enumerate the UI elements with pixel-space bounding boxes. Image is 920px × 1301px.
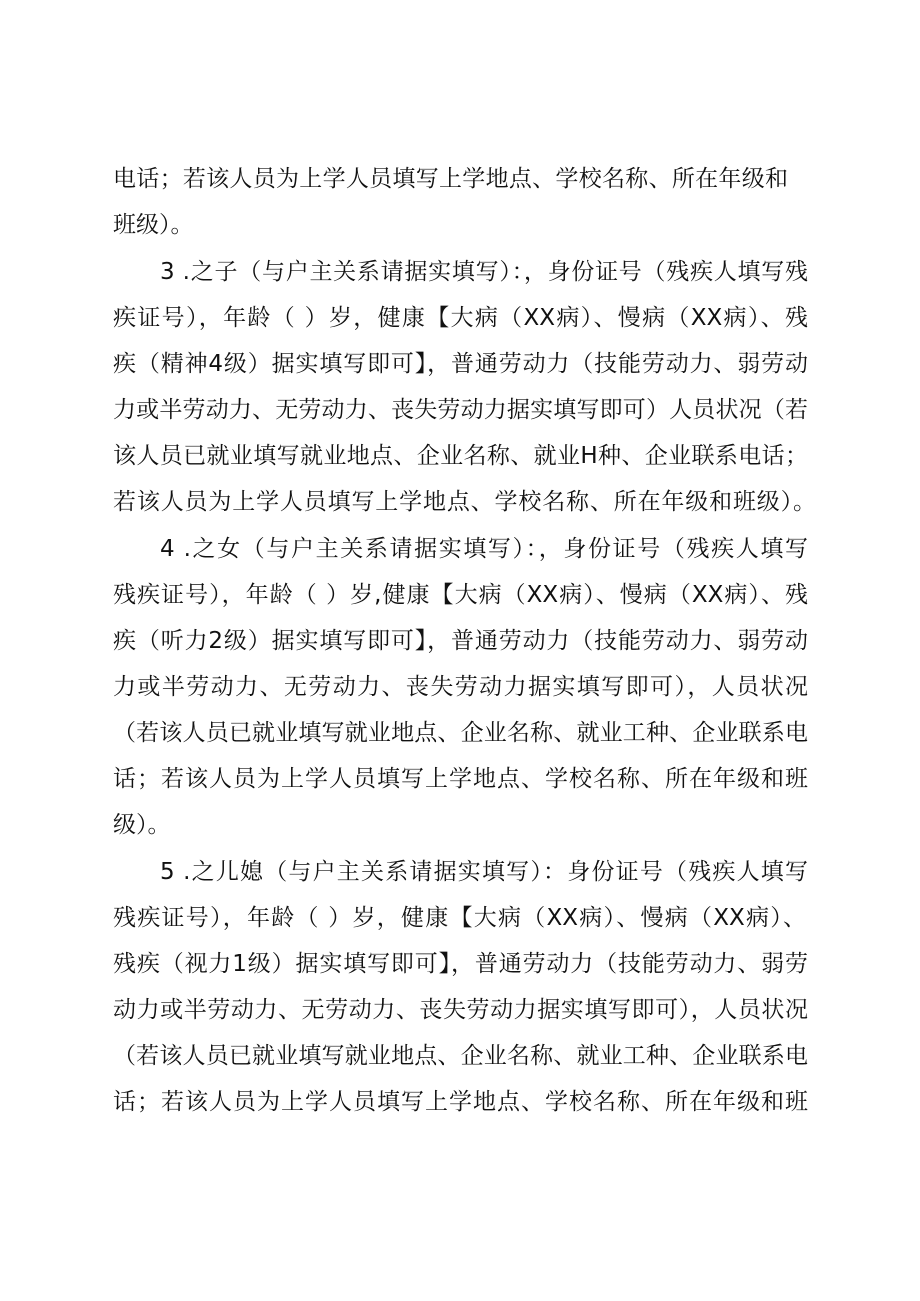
text-line: 级）。 [113,812,171,838]
text-line: 残疾（视力1级）据实填写即可】，普通劳动力（技能劳动力、弱劳 [113,951,808,977]
text-line: 电话；若该人员为上学人员填写上学地点、学校名称、所在年级和 [113,166,788,192]
text-line: 若该人员为上学人员填写上学地点、学校名称、所在年级和班级）。 [113,489,816,515]
text-line: 4 .之女（与户主关系请据实填写）：，身份证号（残疾人填写 [160,536,808,562]
text-line: 5 .之儿媳（与户主关系请据实填写）：身份证号（残疾人填写 [160,859,808,885]
text-line: 力或半劳动力、无劳动力、丧失劳动力据实填写即可），人员状况 [113,674,808,700]
text-line: 动力或半劳动力、无劳动力、丧失劳动力据实填写即可），人员状况 [113,997,808,1023]
text-line: 残疾证号），年龄（ ）岁，健康【大病（XX病）、慢病（XX病）、 [113,905,806,931]
text-line: 话；若该人员为上学人员填写上学地点、学校名称、所在年级和班 [113,1089,808,1115]
text-line: 残疾证号），年龄（ ）岁,健康【大病（XX病）、慢病（XX病）、残 [113,582,808,608]
text-line: （若该人员已就业填写就业地点、企业名称、就业工种、企业联系电 [113,720,808,746]
text-line: 疾证号），年龄（ ）岁，健康【大病（XX病）、慢病（XX病）、残 [113,305,808,331]
text-line: 疾（听力2级）据实填写即可】，普通劳动力（技能劳动力、弱劳动 [113,628,808,654]
text-line: 班级）。 [113,212,194,238]
text-line: 力或半劳动力、无劳动力、丧失劳动力据实填写即可）人员状况（若 [113,397,808,423]
text-line: 疾（精神4级）据实填写即可】，普通劳动力（技能劳动力、弱劳动 [113,351,808,377]
text-line: 话；若该人员为上学人员填写上学地点、学校名称、所在年级和班 [113,766,808,792]
text-line: （若该人员已就业填写就业地点、企业名称、就业工种、企业联系电 [113,1043,808,1069]
text-line: 3 .之子（与户主关系请据实填写）：，身份证号（残疾人填写残 [160,259,808,285]
text-line: 该人员已就业填写就业地点、企业名称、就业H种、企业联系电话； [113,443,808,469]
